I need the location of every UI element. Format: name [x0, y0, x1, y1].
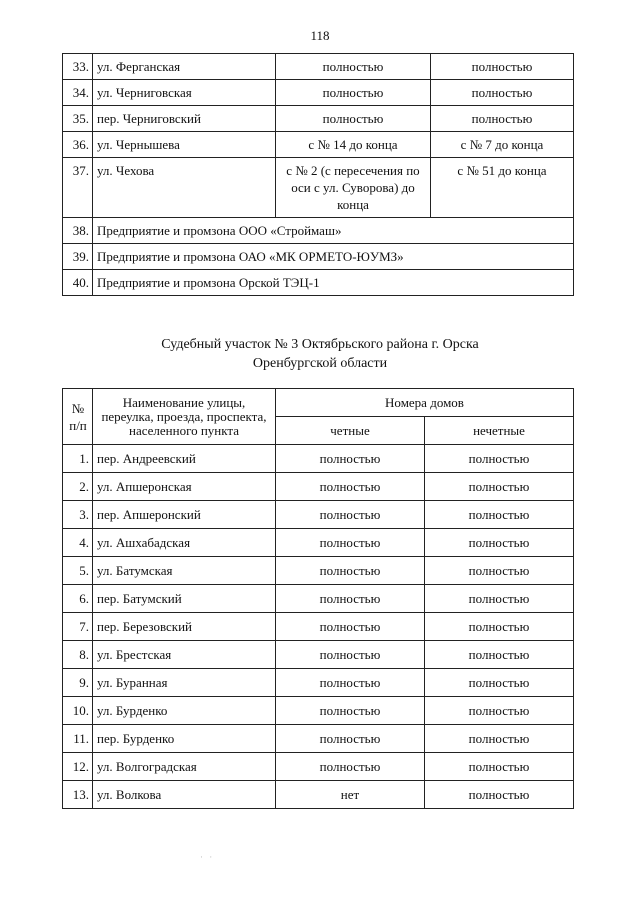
odd-numbers: полностью [425, 641, 574, 669]
table-row [63, 781, 574, 809]
section-title [0, 335, 640, 373]
row-number: 34. [63, 80, 93, 106]
street-name: ул. Ашхабадская [93, 529, 276, 557]
odd-numbers: полностью [425, 669, 574, 697]
even-numbers: полностью [276, 529, 425, 557]
even-numbers: с № 2 (с пересечения по оси с ул. Суворова) до конца [276, 158, 431, 218]
street-name: ул. Волгоградская [93, 753, 276, 781]
streets-table-continued [62, 53, 574, 296]
odd-numbers: полностью [425, 781, 574, 809]
header-house-numbers: Номера домов [276, 389, 574, 417]
enterprise-name: Предприятие и промзона Орской ТЭЦ-1 [93, 270, 574, 296]
odd-numbers: полностью [425, 445, 574, 473]
street-name: ул. Черниговская [93, 80, 276, 106]
enterprise-name: Предприятие и промзона ООО «Строймаш» [93, 218, 574, 244]
street-name: пер. Батумский [93, 585, 276, 613]
table-row [63, 54, 574, 80]
odd-numbers: с № 7 до конца [431, 132, 574, 158]
odd-numbers: полностью [425, 585, 574, 613]
table-row-enterprise [63, 218, 574, 244]
table-row [63, 158, 574, 218]
street-name: ул. Буранная [93, 669, 276, 697]
odd-numbers: полностью [431, 80, 574, 106]
table-row [63, 725, 574, 753]
header-num: № п/п [63, 389, 93, 445]
street-name: пер. Березовский [93, 613, 276, 641]
table-row [63, 106, 574, 132]
even-numbers: полностью [276, 473, 425, 501]
row-number: 8. [63, 641, 93, 669]
section-title-line1: Судебный участок № 3 Октябрьского района г. Орска [161, 337, 479, 352]
street-name: пер. Бурденко [93, 725, 276, 753]
row-number: 38. [63, 218, 93, 244]
even-numbers: полностью [276, 445, 425, 473]
street-name: пер. Андреевский [93, 445, 276, 473]
table-row [63, 753, 574, 781]
even-numbers: полностью [276, 613, 425, 641]
row-number: 6. [63, 585, 93, 613]
table-row [63, 132, 574, 158]
even-numbers: полностью [276, 669, 425, 697]
row-number: 36. [63, 132, 93, 158]
even-numbers: полностью [276, 641, 425, 669]
even-numbers: полностью [276, 725, 425, 753]
odd-numbers: полностью [431, 54, 574, 80]
row-number: 12. [63, 753, 93, 781]
odd-numbers: с № 51 до конца [431, 158, 574, 218]
table-row [63, 445, 574, 473]
street-name: ул. Апшеронская [93, 473, 276, 501]
table-header-row [63, 389, 574, 417]
row-number: 11. [63, 725, 93, 753]
header-odd: нечетные [425, 417, 574, 445]
row-number: 39. [63, 244, 93, 270]
table-row [63, 557, 574, 585]
row-number: 10. [63, 697, 93, 725]
even-numbers: полностью [276, 557, 425, 585]
table-row [63, 613, 574, 641]
row-number: 9. [63, 669, 93, 697]
row-number: 40. [63, 270, 93, 296]
street-name: пер. Апшеронский [93, 501, 276, 529]
row-number: 3. [63, 501, 93, 529]
odd-numbers: полностью [425, 725, 574, 753]
table-row [63, 473, 574, 501]
row-number: 37. [63, 158, 93, 218]
street-name: ул. Ферганская [93, 54, 276, 80]
row-number: 33. [63, 54, 93, 80]
odd-numbers: полностью [425, 529, 574, 557]
table-row [63, 585, 574, 613]
street-name: ул. Бурденко [93, 697, 276, 725]
table-row [63, 669, 574, 697]
odd-numbers: полностью [425, 697, 574, 725]
street-name: ул. Брестская [93, 641, 276, 669]
streets-table-section-3 [62, 388, 574, 809]
odd-numbers: полностью [425, 501, 574, 529]
row-number: 5. [63, 557, 93, 585]
row-number: 2. [63, 473, 93, 501]
row-number: 4. [63, 529, 93, 557]
header-even: четные [276, 417, 425, 445]
odd-numbers: полностью [425, 613, 574, 641]
street-name: ул. Чехова [93, 158, 276, 218]
row-number: 7. [63, 613, 93, 641]
even-numbers: с № 14 до конца [276, 132, 431, 158]
table-row [63, 641, 574, 669]
table-row [63, 501, 574, 529]
table-row [63, 697, 574, 725]
table-row-enterprise [63, 244, 574, 270]
even-numbers: нет [276, 781, 425, 809]
table-row-enterprise [63, 270, 574, 296]
even-numbers: полностью [276, 80, 431, 106]
header-name: Наименование улицы, переулка, проезда, проспекта, населенного пункта [93, 389, 276, 445]
row-number: 35. [63, 106, 93, 132]
street-name: ул. Батумская [93, 557, 276, 585]
odd-numbers: полностью [425, 473, 574, 501]
even-numbers: полностью [276, 753, 425, 781]
row-number: 1. [63, 445, 93, 473]
table-row [63, 80, 574, 106]
scan-mark: · · [200, 852, 213, 862]
section-title-line2: Оренбургской области [252, 356, 388, 371]
even-numbers: полностью [276, 585, 425, 613]
odd-numbers: полностью [431, 106, 574, 132]
even-numbers: полностью [276, 697, 425, 725]
even-numbers: полностью [276, 54, 431, 80]
page-number: 118 [310, 28, 330, 43]
street-name: ул. Волкова [93, 781, 276, 809]
odd-numbers: полностью [425, 753, 574, 781]
row-number: 13. [63, 781, 93, 809]
street-name: пер. Черниговский [93, 106, 276, 132]
even-numbers: полностью [276, 106, 431, 132]
street-name: ул. Чернышева [93, 132, 276, 158]
enterprise-name: Предприятие и промзона ОАО «МК ОРМЕТО-ЮУМЗ» [93, 244, 574, 270]
table-row [63, 529, 574, 557]
even-numbers: полностью [276, 501, 425, 529]
odd-numbers: полностью [425, 557, 574, 585]
